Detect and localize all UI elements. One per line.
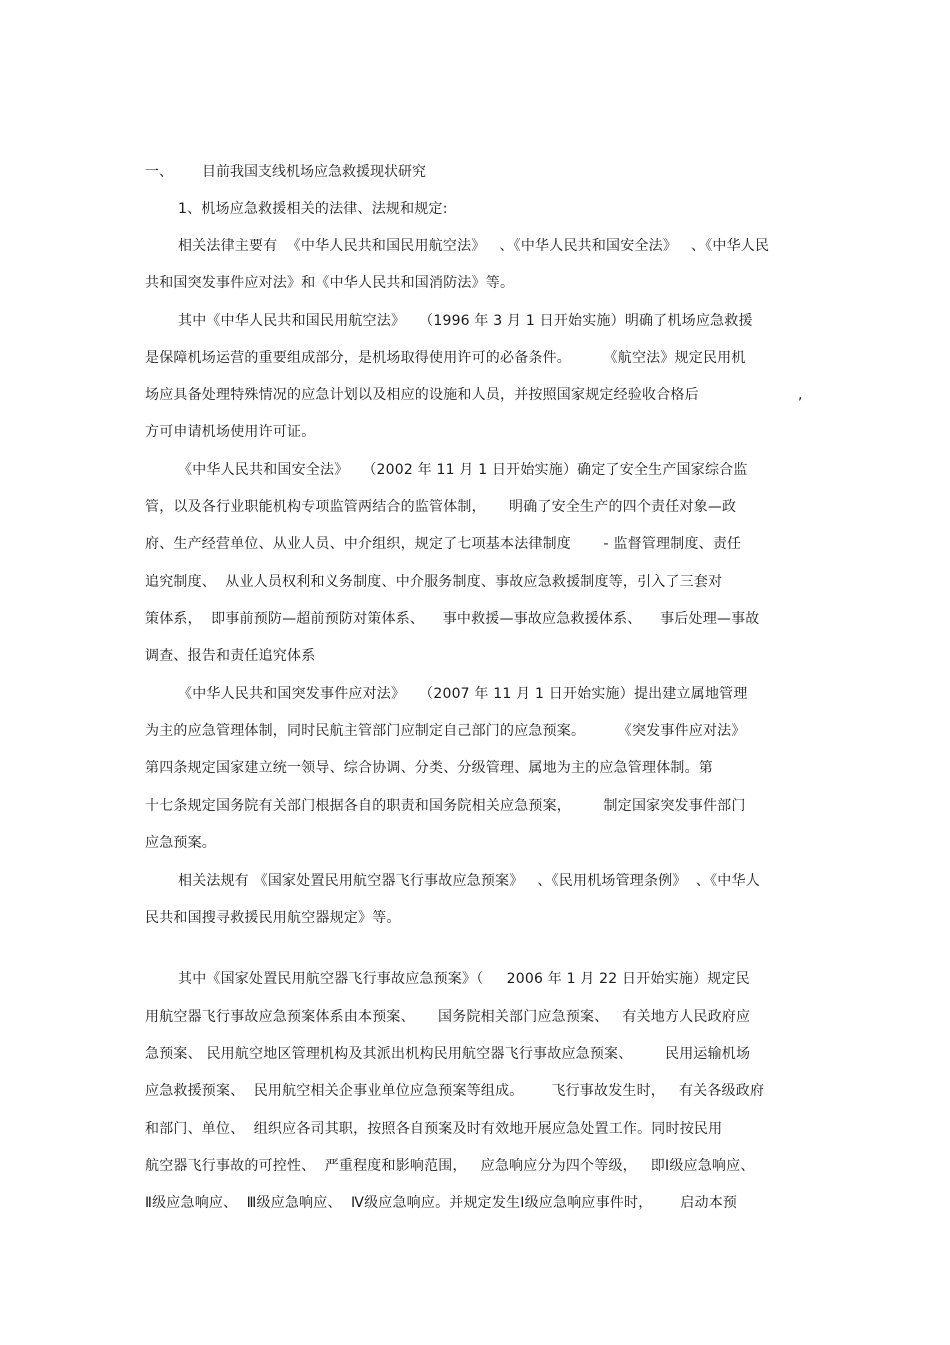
paragraph-line: 府、生产经营单位、从业人员、中介组织，规定了七项基本法律制度 - 监督管理制度、责任: [145, 536, 742, 552]
paragraph-line: 为主的应急管理体制，同时民航主管部门应制定自己部门的应急预案。 《突发事件应对法》: [145, 723, 746, 739]
paragraph-line: 《中华人民共和国安全法》 （2002 年 11 月 1 日开始实施）确定了安全生产国家综合监: [178, 462, 748, 478]
paragraph-line: 十七条规定国务院有关部门根据各自的职责和国务院相关应急预案， 制定国家突发事件部门: [145, 798, 746, 814]
paragraph-line: 用航空器飞行事故应急预案体系由本预案、 国务院相关部门应急预案、 有关地方人民政府应: [145, 1009, 751, 1025]
section-title: 目前我国支线机场应急救援现状研究: [202, 164, 426, 180]
paragraph-line: 是保障机场运营的重要组成部分，是机场取得使用许可的必备条件。 《航空法》规定民用机: [145, 350, 746, 366]
paragraph-line: 场应具备处理特殊情况的应急计划以及相应的设施和人员，并按照国家规定经验收合格后: [145, 387, 699, 403]
paragraph-line: 调查、报告和责任追究体系: [145, 648, 316, 664]
paragraph-line: Ⅱ级应急响应、 Ⅲ级应急响应、 Ⅳ级应急响应。并规定发生Ⅰ级应急响应事件时， 启动本预: [145, 1195, 738, 1211]
paragraph-line: 和部门、单位、 组织应各司其职，按照各自预案及时有效地开展应急处置工作。同时按民用: [145, 1121, 723, 1137]
subheading: 1、机场应急救援相关的法律、法规和规定:: [178, 201, 448, 217]
paragraph-line: 应急预案。: [145, 835, 216, 851]
paragraph-line: 管，以及各行业职能机构专项监管两结合的监管体制， 明确了安全生产的四个责任对象—政: [145, 499, 737, 515]
paragraph-line: 航空器飞行事故的可控性、 严重程度和影响范围， 应急响应分为四个等级， 即Ⅰ级应急响应、: [145, 1158, 755, 1174]
paragraph-line: 其中《中华人民共和国民用航空法》 （1996 年 3 月 1 日开始实施）明确了机场应急救援: [178, 313, 753, 329]
paragraph-line: 民共和国搜寻救援民用航空器规定》等。: [145, 910, 401, 926]
paragraph-line: 策体系， 即事前预防—超前预防对策体系、 事中救援—事故应急救援体系、 事后处理—事故: [145, 611, 760, 627]
section-number: 一、: [145, 164, 173, 180]
paragraph-line: 急预案、 民用航空地区管理机构及其派出机构民用航空器飞行事故应急预案、 民用运输机场: [145, 1046, 751, 1062]
paragraph-line: 《中华人民共和国突发事件应对法》 （2007 年 11 月 1 日开始实施）提出建立属地管理: [178, 686, 748, 702]
paragraph-line: 追究制度、 从业人员权利和义务制度、中介服务制度、事故应急救援制度等，引入了三套对: [145, 574, 723, 590]
trailing-comma: ,: [798, 387, 803, 403]
paragraph-line: 相关法律主要有 《中华人民共和国民用航空法》 、《中华人民共和国安全法》 、《中华人民: [178, 238, 770, 254]
paragraph-line: 其中《国家处置民用航空器飞行事故应急预案》（ 2006 年 1 月 22 日开始实施）规定民: [178, 971, 750, 987]
paragraph-line: 共和国突发事件应对法》和《中华人民共和国消防法》等。: [145, 275, 515, 291]
paragraph-line: 方可申请机场使用许可证。: [145, 424, 316, 440]
paragraph-line: 第四条规定国家建立统一领导、综合协调、分类、分级管理、属地为主的应急管理体制。第: [145, 760, 713, 776]
paragraph-line: 相关法规有 《国家处置民用航空器飞行事故应急预案》 、《民用机场管理条例》 、《中华人: [178, 873, 760, 889]
paragraph-line: 应急救援预案、 民用航空相关企事业单位应急预案等组成。 飞行事故发生时， 有关各级政府: [145, 1083, 765, 1099]
